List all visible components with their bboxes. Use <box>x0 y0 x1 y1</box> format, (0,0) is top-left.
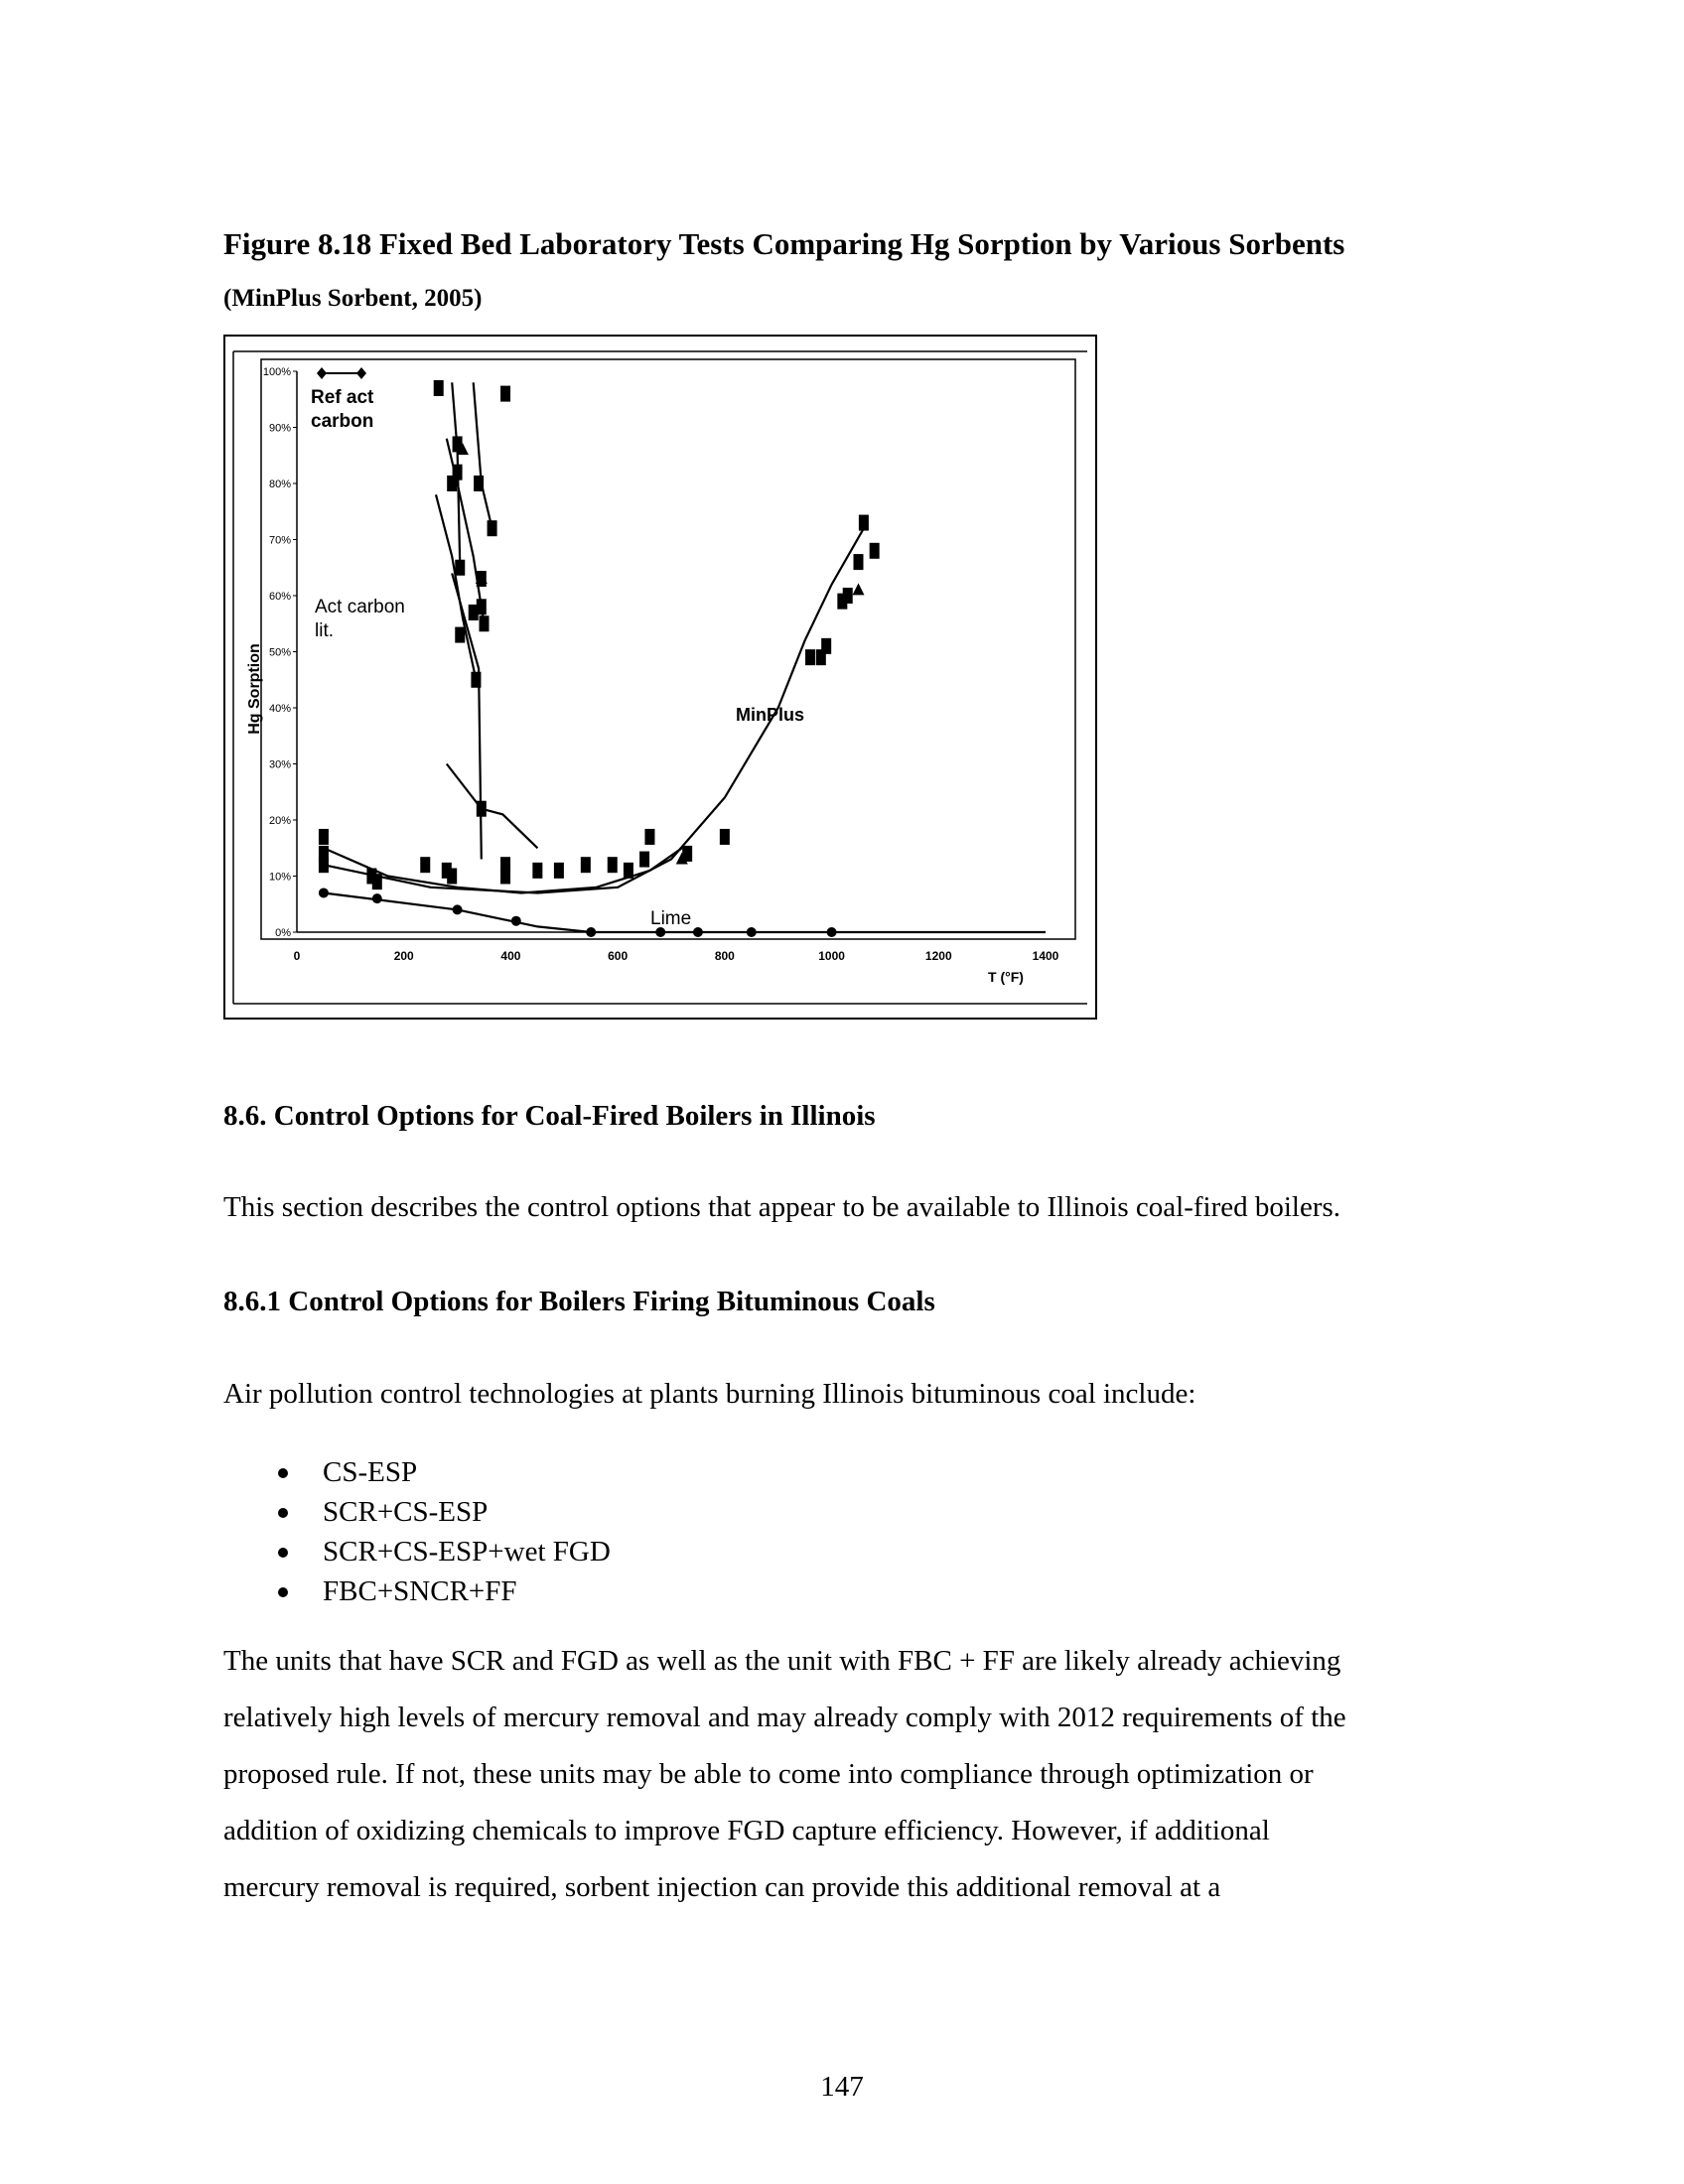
y-tick-label: 10% <box>268 871 291 884</box>
minplus-marker <box>821 638 831 654</box>
x-tick-label: 1000 <box>818 949 845 963</box>
triangle-marker <box>853 583 865 595</box>
x-tick-label: 800 <box>714 949 735 963</box>
section-8-6-intro: This section describes the control options that appear to be available to Illinois coal-fired boilers. <box>223 1191 1341 1223</box>
ref-act-carbon-line <box>447 439 485 624</box>
list-item-label: SCR+CS-ESP+wet FGD <box>323 1536 611 1568</box>
chart-plot-box <box>261 359 1075 939</box>
minplus-marker <box>859 515 869 531</box>
minplus-marker <box>720 829 730 845</box>
y-tick-label: 0% <box>275 927 291 939</box>
minplus-marker <box>319 857 329 873</box>
page-number: 147 <box>820 2071 864 2103</box>
bullet-icon <box>278 1587 288 1597</box>
figure-title: Figure 8.18 Fixed Bed Laboratory Tests Comparing Hg Sorption by Various Sorbents <box>223 226 1345 261</box>
paragraph-line: mercury removal is required, sorbent injection can provide this additional removal at a <box>223 1871 1221 1903</box>
minplus-marker <box>532 863 542 879</box>
lime-marker <box>586 927 596 937</box>
x-axis-title: T (°F) <box>988 969 1024 985</box>
paragraph-line: proposed rule. If not, these units may be able to come into compliance through optimization or <box>223 1758 1314 1790</box>
annotation-minplus: MinPlus <box>736 705 805 725</box>
lime-marker <box>511 916 521 926</box>
ref-act-carbon-marker <box>500 386 510 402</box>
body-paragraph <box>223 1633 1346 1916</box>
x-tick-label: 1400 <box>1032 949 1059 963</box>
ref-act-carbon-marker <box>434 380 444 396</box>
bullet-icon <box>278 1468 288 1478</box>
y-axis-title: Hg Sorption <box>246 643 263 735</box>
section-8-6-1-intro: Air pollution control technologies at plants burning Illinois bituminous coal include: <box>223 1378 1196 1410</box>
section-8-6-1-heading: 8.6.1 Control Options for Boilers Firing Bituminous Coals <box>223 1286 935 1317</box>
minplus-marker <box>554 863 564 879</box>
minplus-marker <box>854 554 864 570</box>
paragraph-line: relatively high levels of mercury removal and may already comply with 2012 requirements of the <box>223 1702 1346 1733</box>
list-item <box>273 1571 611 1611</box>
y-tick-label: 90% <box>268 422 291 435</box>
act-carbon-lit--marker <box>477 801 487 817</box>
minplus-marker <box>319 829 329 845</box>
lime-marker <box>319 887 329 897</box>
legend-diamond-icon <box>356 367 366 379</box>
lime-marker <box>453 904 463 914</box>
list-item <box>273 1532 611 1571</box>
annotation-act-carbon-lit: Act carbon <box>315 597 405 617</box>
minplus-marker <box>581 857 591 873</box>
bullet-icon <box>278 1548 288 1558</box>
section-8-6-heading: 8.6. Control Options for Coal-Fired Boilers in Illinois <box>223 1100 876 1132</box>
ref-act-carbon-line <box>474 382 492 528</box>
paragraph-line: addition of oxidizing chemicals to improve FGD capture efficiency. However, if additional <box>223 1815 1270 1846</box>
list-item <box>273 1492 611 1532</box>
y-tick-label: 80% <box>268 478 291 490</box>
minplus-marker <box>372 874 382 889</box>
x-tick-label: 400 <box>500 949 521 963</box>
minplus-marker <box>843 588 853 604</box>
minplus-marker <box>420 857 430 873</box>
y-tick-label: 70% <box>268 534 291 547</box>
ref-act-carbon-marker <box>455 627 465 643</box>
figure-source: (MinPlus Sorbent, 2005) <box>223 285 483 312</box>
minplus-marker <box>870 543 880 559</box>
ref-act-carbon-marker <box>471 672 481 688</box>
list-item-label: CS-ESP <box>323 1456 418 1488</box>
minplus-marker <box>639 852 649 868</box>
minplus-marker <box>447 869 457 885</box>
ref-act-carbon-marker <box>488 520 497 536</box>
x-tick-label: 200 <box>393 949 414 963</box>
annotation-lime: Lime <box>650 908 692 929</box>
ref-act-carbon-marker <box>474 476 484 491</box>
lime-marker <box>372 893 382 903</box>
y-tick-label: 40% <box>268 703 291 715</box>
y-tick-label: 30% <box>268 758 291 771</box>
annotation-ref-act-carbon: Ref act <box>311 387 374 408</box>
y-tick-label: 20% <box>268 815 291 827</box>
x-tick-label: 0 <box>293 949 301 963</box>
x-tick-label: 600 <box>608 949 629 963</box>
ref-act-carbon-marker <box>455 560 465 576</box>
lime-marker <box>747 927 757 937</box>
list-item-label: SCR+CS-ESP <box>323 1496 489 1528</box>
ref-act-carbon-marker <box>447 476 457 491</box>
minplus-marker <box>608 857 618 873</box>
list-item-label: FBC+SNCR+FF <box>323 1575 517 1607</box>
paragraph-line: The units that have SCR and FGD as well as the unit with FBC + FF are likely already achieving <box>223 1645 1341 1677</box>
annotation-act-carbon-lit: lit. <box>315 620 334 641</box>
list-item <box>273 1452 611 1492</box>
chart-frame <box>223 335 1097 1020</box>
technology-list <box>273 1452 611 1611</box>
ref-act-carbon-marker <box>469 605 479 620</box>
legend-diamond-icon <box>317 367 327 379</box>
minplus-marker <box>805 649 815 665</box>
lime-marker <box>827 927 837 937</box>
y-tick-label: 100% <box>262 366 291 378</box>
act-carbon-lit--line <box>447 764 538 849</box>
lime-marker <box>693 927 703 937</box>
minplus-marker <box>500 857 510 873</box>
bullet-icon <box>278 1508 288 1518</box>
y-tick-label: 50% <box>268 646 291 659</box>
minplus-marker <box>624 863 633 879</box>
chart <box>225 337 1095 1018</box>
minplus-marker <box>644 829 654 845</box>
x-tick-label: 1200 <box>924 949 952 963</box>
y-tick-label: 60% <box>268 591 291 603</box>
ref-act-carbon-marker <box>480 615 490 631</box>
annotation-ref-act-carbon: carbon <box>311 411 374 432</box>
